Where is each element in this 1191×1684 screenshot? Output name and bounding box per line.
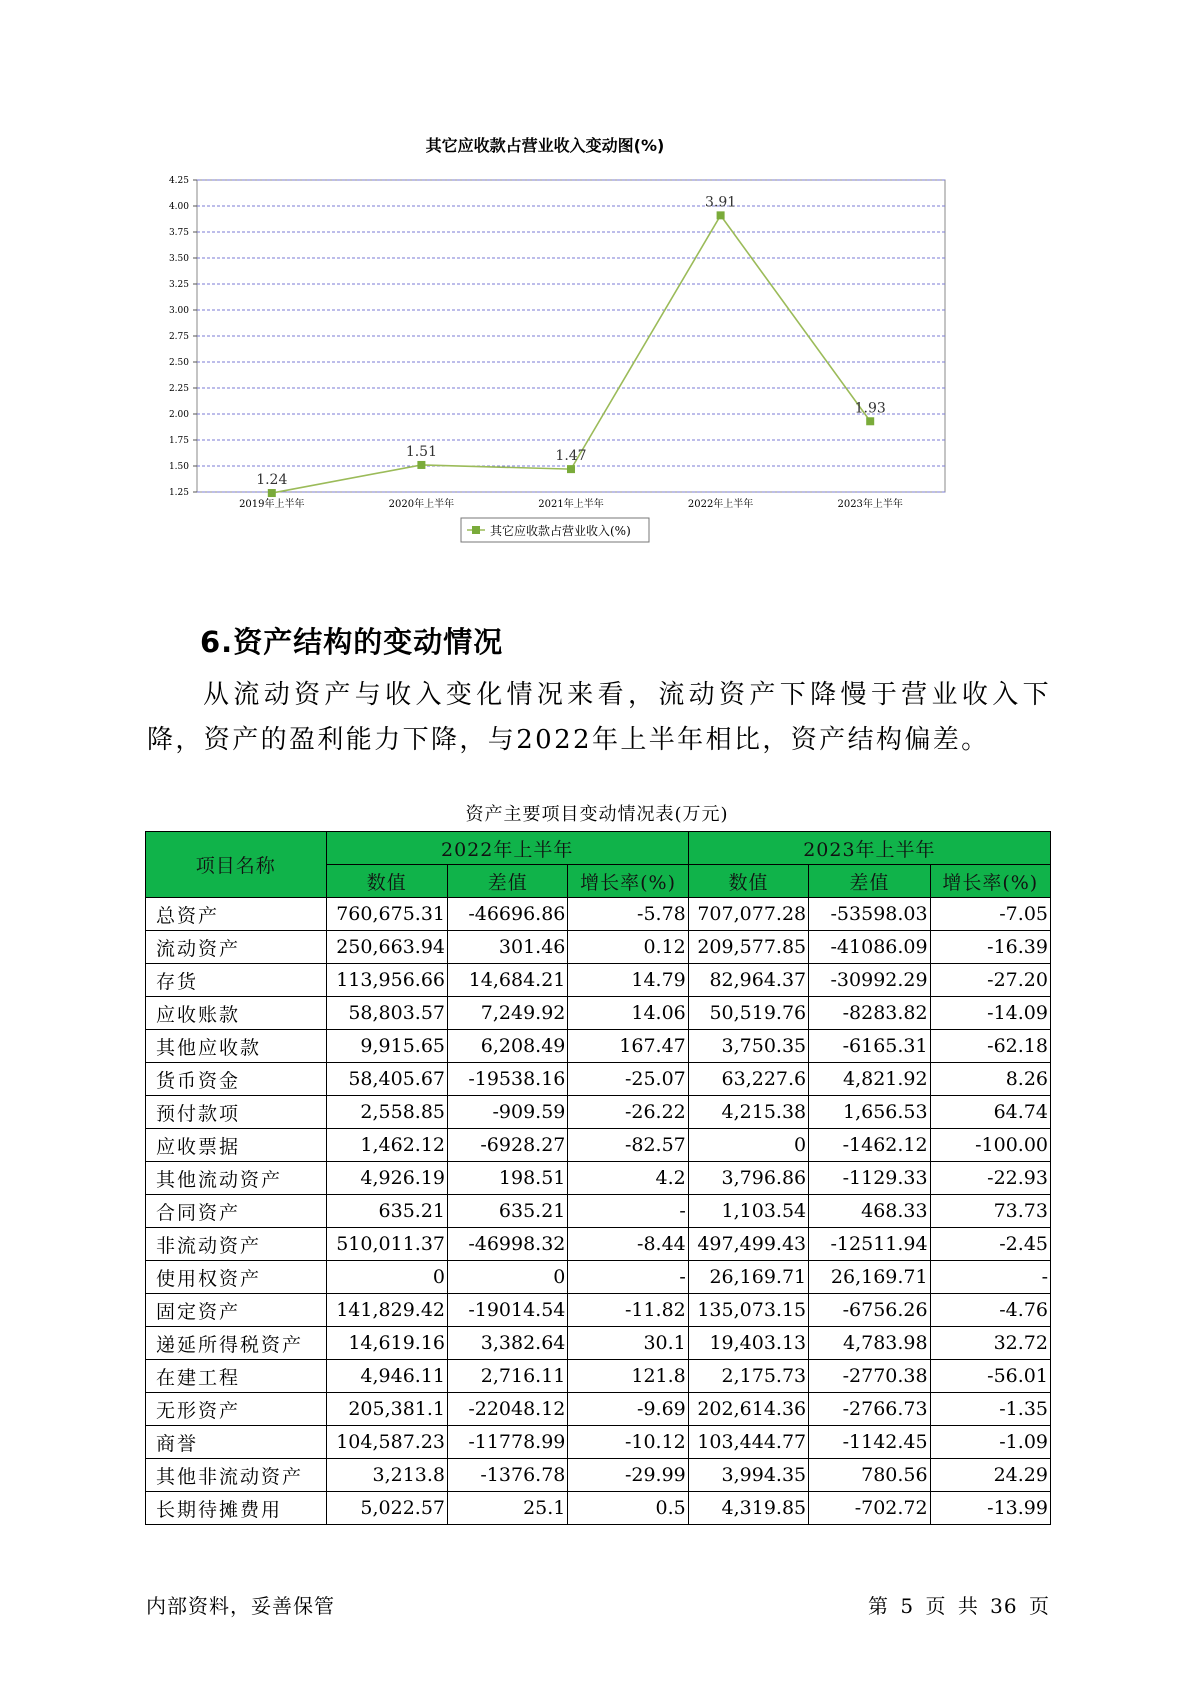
cell-diff-2023: -2766.73 — [809, 1393, 930, 1426]
cell-growth-2022: 167.47 — [568, 1030, 688, 1063]
cell-value-2022: 9,915.65 — [326, 1030, 447, 1063]
data-point — [567, 465, 575, 473]
table-row — [146, 1063, 1051, 1096]
cell-growth-2023: 24.29 — [930, 1459, 1050, 1492]
cell-diff-2022: 6,208.49 — [448, 1030, 568, 1063]
cell-value-2023: 82,964.37 — [688, 964, 808, 997]
cell-item-name: 存货 — [146, 964, 327, 997]
body-paragraph: 从流动资产与收入变化情况来看，流动资产下降慢于营业收入下降，资产的盈利能力下降，与2022年上半年相比，资产结构偏差。 — [147, 680, 1051, 755]
header-item-name: 项目名称 — [146, 832, 327, 898]
cell-diff-2022: -1376.78 — [448, 1459, 568, 1492]
table-row — [146, 1228, 1051, 1261]
section-heading: 6.资产结构的变动情况 — [200, 625, 504, 659]
cell-item-name: 预付款项 — [146, 1096, 327, 1129]
cell-growth-2023: 64.74 — [930, 1096, 1050, 1129]
table-row — [146, 1030, 1051, 1063]
cell-value-2022: 4,946.11 — [326, 1360, 447, 1393]
cell-diff-2023: 1,656.53 — [809, 1096, 930, 1129]
cell-growth-2022: 30.1 — [568, 1327, 688, 1360]
cell-item-name: 递延所得税资产 — [146, 1327, 327, 1360]
header-diff-2023: 差值 — [809, 865, 930, 898]
cell-growth-2022: -11.82 — [568, 1294, 688, 1327]
table-body — [146, 898, 1051, 1525]
table-row — [146, 1459, 1051, 1492]
cell-value-2023: 4,215.38 — [688, 1096, 808, 1129]
cell-diff-2023: -8283.82 — [809, 997, 930, 1030]
cell-growth-2022: -29.99 — [568, 1459, 688, 1492]
footer-confidential: 内部资料，妥善保管 — [146, 1594, 335, 1618]
cell-value-2022: 58,803.57 — [326, 997, 447, 1030]
cell-growth-2022: 14.79 — [568, 964, 688, 997]
cell-item-name: 无形资产 — [146, 1393, 327, 1426]
cell-growth-2022: -10.12 — [568, 1426, 688, 1459]
cell-value-2022: 5,022.57 — [326, 1492, 447, 1525]
cell-value-2022: 141,829.42 — [326, 1294, 447, 1327]
cell-item-name: 长期待摊费用 — [146, 1492, 327, 1525]
cell-diff-2023: -1142.45 — [809, 1426, 930, 1459]
cell-growth-2023: -1.35 — [930, 1393, 1050, 1426]
data-label: 1.47 — [555, 448, 587, 465]
cell-diff-2023: 780.56 — [809, 1459, 930, 1492]
cell-diff-2022: -19014.54 — [448, 1294, 568, 1327]
cell-value-2023: 3,796.86 — [688, 1162, 808, 1195]
cell-item-name: 应收账款 — [146, 997, 327, 1030]
cell-item-name: 其他应收款 — [146, 1030, 327, 1063]
cell-value-2023: 497,499.43 — [688, 1228, 808, 1261]
cell-diff-2022: 0 — [448, 1261, 568, 1294]
data-label: 1.51 — [405, 443, 437, 460]
cell-growth-2022: 0.12 — [568, 931, 688, 964]
chart-svg — [145, 130, 1045, 580]
cell-growth-2023: - — [930, 1261, 1050, 1294]
cell-value-2023: 63,227.6 — [688, 1063, 808, 1096]
cell-value-2023: 3,994.35 — [688, 1459, 808, 1492]
cell-item-name: 总资产 — [146, 898, 327, 931]
y-tick-label: 4.00 — [168, 202, 189, 212]
cell-diff-2022: 7,249.92 — [448, 997, 568, 1030]
header-value-2023: 数值 — [688, 865, 808, 898]
cell-growth-2022: 14.06 — [568, 997, 688, 1030]
cell-value-2022: 104,587.23 — [326, 1426, 447, 1459]
cell-value-2023: 50,519.76 — [688, 997, 808, 1030]
cell-growth-2023: -22.93 — [930, 1162, 1050, 1195]
cell-diff-2023: -702.72 — [809, 1492, 930, 1525]
cell-value-2022: 205,381.1 — [326, 1393, 447, 1426]
cell-diff-2022: 635.21 — [448, 1195, 568, 1228]
cell-item-name: 应收票据 — [146, 1129, 327, 1162]
cell-diff-2022: 198.51 — [448, 1162, 568, 1195]
cell-diff-2023: -41086.09 — [809, 931, 930, 964]
table-row — [146, 1162, 1051, 1195]
table-row — [146, 1294, 1051, 1327]
chart-title: 其它应收款占营业收入变动图(%) — [425, 136, 665, 155]
cell-diff-2023: 4,821.92 — [809, 1063, 930, 1096]
cell-value-2023: 0 — [688, 1129, 808, 1162]
cell-diff-2022: 14,684.21 — [448, 964, 568, 997]
cell-value-2022: 250,663.94 — [326, 931, 447, 964]
table-row — [146, 1327, 1051, 1360]
cell-growth-2022: 4.2 — [568, 1162, 688, 1195]
table-row — [146, 1261, 1051, 1294]
table-row — [146, 1492, 1051, 1525]
y-tick-label: 3.50 — [168, 254, 189, 264]
data-label: 1.24 — [256, 472, 288, 489]
cell-growth-2022: - — [568, 1195, 688, 1228]
data-point — [417, 461, 425, 469]
data-point — [268, 489, 276, 497]
y-tick-label: 2.75 — [168, 332, 189, 342]
cell-growth-2022: -5.78 — [568, 898, 688, 931]
cell-diff-2022: 3,382.64 — [448, 1327, 568, 1360]
header-growth-2023: 增长率(%) — [930, 865, 1050, 898]
table-row — [146, 964, 1051, 997]
cell-value-2023: 3,750.35 — [688, 1030, 808, 1063]
table-row — [146, 1393, 1051, 1426]
cell-growth-2023: 73.73 — [930, 1195, 1050, 1228]
y-tick-label: 2.25 — [168, 384, 189, 394]
cell-diff-2023: -6756.26 — [809, 1294, 930, 1327]
y-tick-label: 1.50 — [168, 462, 189, 472]
cell-value-2022: 113,956.66 — [326, 964, 447, 997]
cell-item-name: 非流动资产 — [146, 1228, 327, 1261]
cell-growth-2023: -1.09 — [930, 1426, 1050, 1459]
header-diff-2022: 差值 — [448, 865, 568, 898]
cell-item-name: 流动资产 — [146, 931, 327, 964]
y-tick-label: 3.75 — [168, 228, 189, 238]
data-label: 3.91 — [705, 194, 737, 211]
cell-value-2023: 135,073.15 — [688, 1294, 808, 1327]
cell-growth-2022: -8.44 — [568, 1228, 688, 1261]
cell-value-2022: 510,011.37 — [326, 1228, 447, 1261]
table-row — [146, 1129, 1051, 1162]
line-chart — [145, 130, 1045, 580]
cell-growth-2022: -25.07 — [568, 1063, 688, 1096]
cell-growth-2023: 32.72 — [930, 1327, 1050, 1360]
cell-growth-2022: -82.57 — [568, 1129, 688, 1162]
cell-diff-2023: -12511.94 — [809, 1228, 930, 1261]
cell-item-name: 其他流动资产 — [146, 1162, 327, 1195]
cell-diff-2023: -2770.38 — [809, 1360, 930, 1393]
cell-diff-2023: -1129.33 — [809, 1162, 930, 1195]
table-row — [146, 1195, 1051, 1228]
cell-value-2022: 0 — [326, 1261, 447, 1294]
cell-value-2022: 635.21 — [326, 1195, 447, 1228]
header-group-2023: 2023年上半年 — [688, 832, 1050, 865]
cell-growth-2023: -27.20 — [930, 964, 1050, 997]
x-tick-label: 2019年上半年 — [239, 499, 305, 510]
cell-item-name: 使用权资产 — [146, 1261, 327, 1294]
cell-value-2022: 4,926.19 — [326, 1162, 447, 1195]
cell-item-name: 商誉 — [146, 1426, 327, 1459]
y-tick-label: 2.50 — [168, 358, 189, 368]
cell-diff-2022: -909.59 — [448, 1096, 568, 1129]
table-row — [146, 1360, 1051, 1393]
cell-growth-2023: -7.05 — [930, 898, 1050, 931]
y-tick-label: 1.25 — [168, 488, 189, 498]
header-group-2022: 2022年上半年 — [326, 832, 688, 865]
cell-item-name: 固定资产 — [146, 1294, 327, 1327]
cell-growth-2023: -100.00 — [930, 1129, 1050, 1162]
table-row — [146, 931, 1051, 964]
cell-value-2023: 707,077.28 — [688, 898, 808, 931]
cell-diff-2022: -11778.99 — [448, 1426, 568, 1459]
table-row — [146, 898, 1051, 931]
cell-value-2023: 4,319.85 — [688, 1492, 808, 1525]
footer-page-number: 第 5 页 共 36 页 — [868, 1594, 1050, 1618]
cell-growth-2022: - — [568, 1261, 688, 1294]
cell-item-name: 其他非流动资产 — [146, 1459, 327, 1492]
cell-diff-2022: 301.46 — [448, 931, 568, 964]
cell-growth-2023: -62.18 — [930, 1030, 1050, 1063]
cell-growth-2023: -4.76 — [930, 1294, 1050, 1327]
cell-growth-2022: -9.69 — [568, 1393, 688, 1426]
cell-diff-2023: -53598.03 — [809, 898, 930, 931]
x-tick-label: 2023年上半年 — [837, 499, 903, 510]
cell-growth-2022: -26.22 — [568, 1096, 688, 1129]
table-header-row-1 — [146, 832, 1051, 865]
cell-diff-2022: -19538.16 — [448, 1063, 568, 1096]
cell-growth-2023: -56.01 — [930, 1360, 1050, 1393]
cell-value-2023: 103,444.77 — [688, 1426, 808, 1459]
table-row — [146, 997, 1051, 1030]
cell-diff-2023: -1462.12 — [809, 1129, 930, 1162]
cell-growth-2023: -2.45 — [930, 1228, 1050, 1261]
cell-diff-2023: 4,783.98 — [809, 1327, 930, 1360]
data-point — [717, 211, 725, 219]
cell-value-2022: 760,675.31 — [326, 898, 447, 931]
cell-growth-2023: 8.26 — [930, 1063, 1050, 1096]
cell-diff-2022: 2,716.11 — [448, 1360, 568, 1393]
cell-diff-2023: -30992.29 — [809, 964, 930, 997]
table-caption: 资产主要项目变动情况表(万元) — [465, 804, 729, 825]
cell-value-2022: 14,619.16 — [326, 1327, 447, 1360]
table-row — [146, 1426, 1051, 1459]
cell-value-2023: 2,175.73 — [688, 1360, 808, 1393]
table-row — [146, 1096, 1051, 1129]
cell-value-2022: 58,405.67 — [326, 1063, 447, 1096]
y-tick-label: 2.00 — [168, 410, 189, 420]
cell-diff-2022: -22048.12 — [448, 1393, 568, 1426]
data-label: 1.93 — [854, 400, 886, 417]
x-tick-label: 2021年上半年 — [538, 499, 604, 510]
cell-diff-2022: 25.1 — [448, 1492, 568, 1525]
cell-item-name: 货币资金 — [146, 1063, 327, 1096]
x-tick-label: 2022年上半年 — [687, 499, 754, 510]
cell-item-name: 合同资产 — [146, 1195, 327, 1228]
cell-value-2022: 3,213.8 — [326, 1459, 447, 1492]
x-tick-label: 2020年上半年 — [388, 499, 455, 510]
legend-label: 其它应收款占营业收入(%) — [490, 524, 631, 538]
data-point — [866, 417, 874, 425]
cell-growth-2023: -16.39 — [930, 931, 1050, 964]
cell-value-2023: 26,169.71 — [688, 1261, 808, 1294]
cell-value-2023: 19,403.13 — [688, 1327, 808, 1360]
cell-growth-2023: -13.99 — [930, 1492, 1050, 1525]
y-tick-label: 3.25 — [168, 280, 189, 290]
cell-diff-2023: -6165.31 — [809, 1030, 930, 1063]
cell-value-2022: 2,558.85 — [326, 1096, 447, 1129]
cell-item-name: 在建工程 — [146, 1360, 327, 1393]
cell-value-2023: 209,577.85 — [688, 931, 808, 964]
cell-value-2022: 1,462.12 — [326, 1129, 447, 1162]
header-growth-2022: 增长率(%) — [568, 865, 688, 898]
cell-diff-2022: -46696.86 — [448, 898, 568, 931]
cell-diff-2023: 26,169.71 — [809, 1261, 930, 1294]
y-tick-label: 4.25 — [168, 176, 189, 186]
cell-diff-2022: -6928.27 — [448, 1129, 568, 1162]
cell-value-2023: 1,103.54 — [688, 1195, 808, 1228]
cell-growth-2023: -14.09 — [930, 997, 1050, 1030]
cell-diff-2022: -46998.32 — [448, 1228, 568, 1261]
asset-change-table — [145, 831, 1051, 1525]
y-tick-label: 3.00 — [168, 306, 189, 316]
header-value-2022: 数值 — [326, 865, 447, 898]
cell-value-2023: 202,614.36 — [688, 1393, 808, 1426]
legend-marker — [472, 526, 480, 534]
cell-diff-2023: 468.33 — [809, 1195, 930, 1228]
cell-growth-2022: 121.8 — [568, 1360, 688, 1393]
cell-growth-2022: 0.5 — [568, 1492, 688, 1525]
y-tick-label: 1.75 — [168, 436, 189, 446]
